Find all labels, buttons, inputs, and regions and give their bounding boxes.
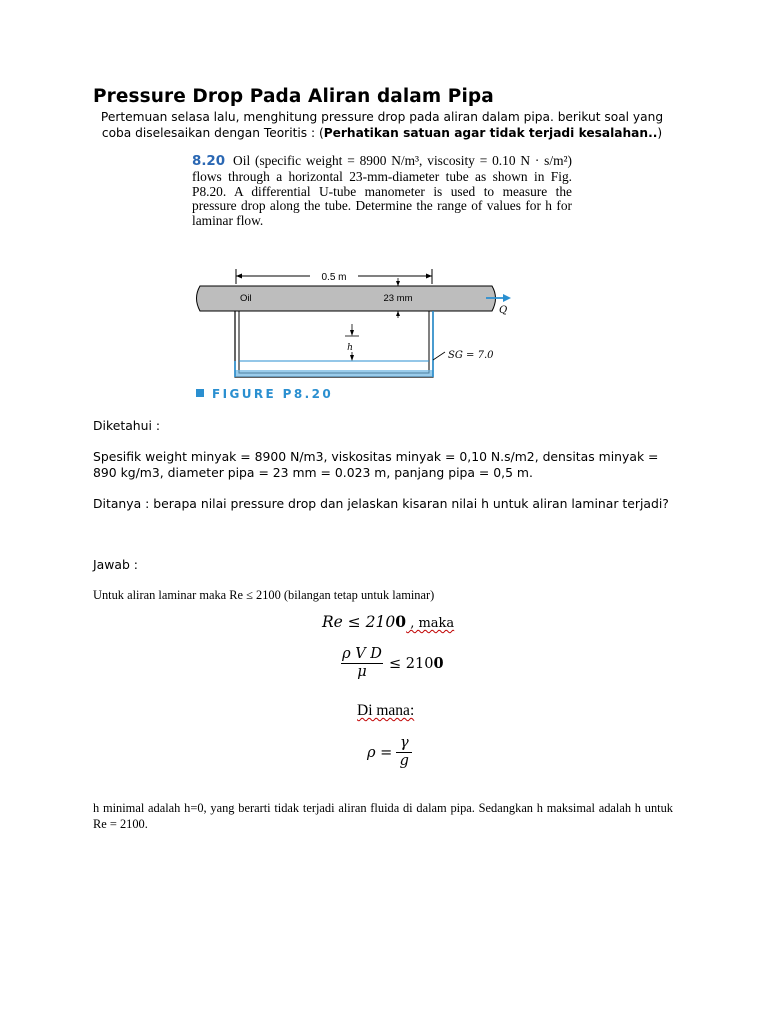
length-label: 0.5 m <box>321 272 347 283</box>
intro-line-2-emphasis: Perhatikan satuan agar tidak terjadi kesalahan.. <box>323 125 658 140</box>
manometer-fluid-bottom <box>235 370 433 377</box>
eq2-denominator: μ <box>341 663 383 681</box>
laminar-condition-text: Untuk aliran laminar maka Re ≤ 2100 (bilangan tetap untuk laminar) <box>93 588 435 602</box>
manometer-figure <box>190 264 520 404</box>
dimension-arrow-left <box>236 274 242 279</box>
diketahui-text: Spesifik weight minyak = 8900 N/m3, viskositas minyak = 0,10 N.s/m2, densitas minyak = 890 kg/m3, diameter pipa = 23 mm = 0.023 m, panjang pipa = 0,5 m. <box>93 449 659 480</box>
dimana-label <box>357 702 414 720</box>
problem-text: Oil (specific weight = 8900 N/m³, viscosity = 0.10 N · s/m²) flows through a horizontal 23-mm-diameter tube as shown in Fig. P8.20. A differential U-tube manometer is used to measure the pressure drop along the tube. Determine the range of values for h for laminar flow. <box>192 153 572 229</box>
h-arrow-lower <box>350 355 354 361</box>
intro-line-2-end: ) <box>657 125 663 140</box>
diameter-arrow-top <box>396 281 400 286</box>
sg-leader-line <box>433 352 445 360</box>
diameter-label: 23 mm <box>383 293 413 304</box>
oil-label: Oil <box>240 293 252 304</box>
equation-reynolds-definition <box>341 646 444 681</box>
equation-reynolds-limit <box>322 612 454 631</box>
figure-caption: FIGURE P8.20 <box>212 387 334 401</box>
flow-label: Q <box>499 305 508 316</box>
caption-marker <box>196 389 204 397</box>
h-arrow-upper <box>350 330 354 336</box>
eq2-fraction <box>341 646 383 681</box>
manometer-inner-wall <box>239 311 429 373</box>
eq2-numerator: ρ V D <box>342 646 382 662</box>
eq3-numerator: γ <box>399 735 409 751</box>
conclusion-text: h minimal adalah h=0, yang berarti tidak terjadi aliran fluida di dalam pipa. Sedangkan h maksimal adalah h untuk Re = 2100. <box>93 801 673 831</box>
eq1-lhs: Re ≤ 210 <box>322 613 396 631</box>
h-label: h <box>347 343 353 353</box>
jawab-label: Jawab : <box>93 557 138 572</box>
eq1-bold-digit: 0 <box>395 612 407 631</box>
diketahui-label: Diketahui : <box>93 418 161 433</box>
dimension-arrow-right <box>426 274 432 279</box>
flow-arrow-head <box>503 294 511 302</box>
intro-paragraph <box>88 110 676 141</box>
eq3-lhs: ρ = <box>367 744 393 761</box>
intro-line-2-start: coba diselesaikan dengan Teoritis : ( <box>101 125 324 140</box>
eq1-suffix: , maka <box>406 616 455 631</box>
ditanya-text: Ditanya : berapa nilai pressure drop dan jelaskan kisaran nilai h untuk aliran laminar terjadi? <box>93 496 669 511</box>
problem-number: 8.20 <box>192 154 226 169</box>
equation-density <box>367 735 412 770</box>
dimana-text: Di mana: <box>357 702 415 719</box>
document-title: Pressure Drop Pada Aliran dalam Pipa <box>93 86 494 107</box>
sg-label: SG = 7.0 <box>448 350 494 361</box>
intro-line-1: Pertemuan selasa lalu, menghitung pressure drop pada aliran dalam pipa. berikut soal yang <box>100 110 664 124</box>
eq2-bold-digit: 0 <box>433 655 444 672</box>
textbook-problem <box>192 154 572 229</box>
eq3-denominator: g <box>396 752 412 770</box>
diameter-arrow-bottom <box>396 311 400 316</box>
eq2-rhs: ≤ 210 <box>389 655 434 672</box>
manometer-outer-wall <box>235 311 433 377</box>
eq3-fraction <box>396 735 412 770</box>
